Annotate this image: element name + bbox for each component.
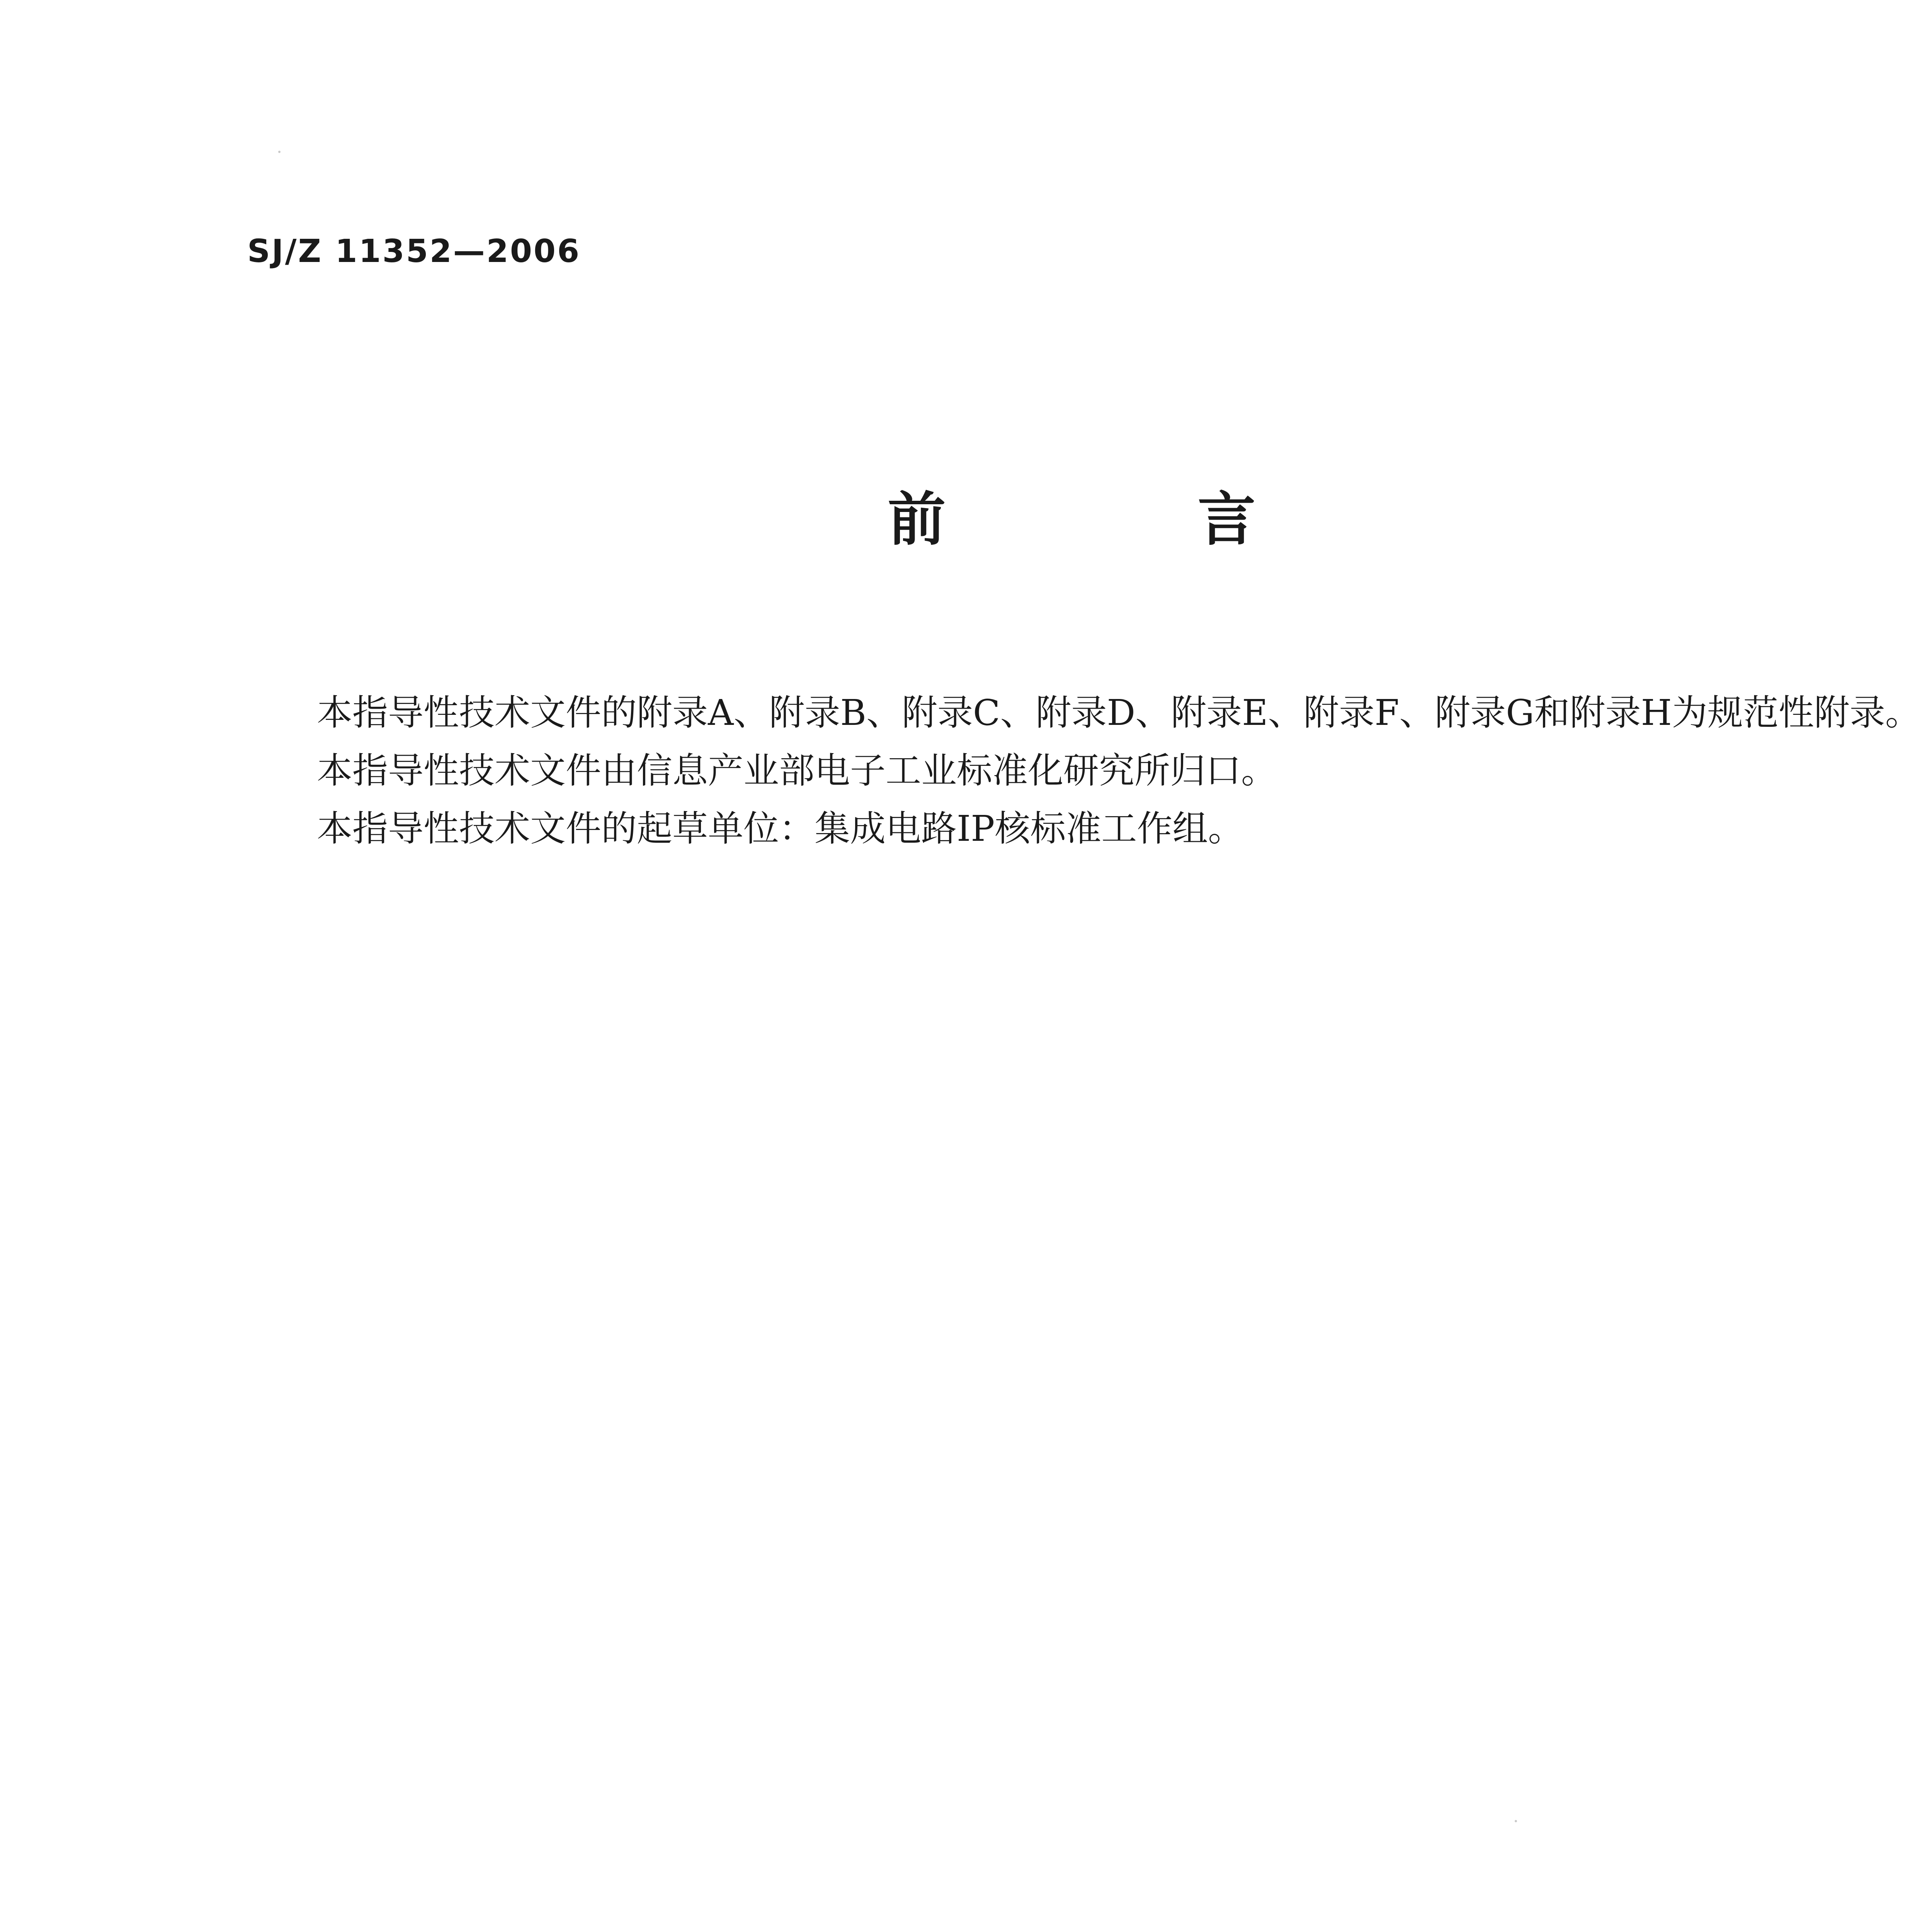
standard-number: SJ/Z 11352—2006 (247, 233, 581, 270)
page-title: 前 言 (888, 486, 1372, 553)
scan-speck (278, 151, 281, 153)
foreword-body (220, 684, 1932, 858)
paragraph-drafting-unit: 本指导性技术文件的起草单位：集成电路IP核标准工作组。 (317, 808, 1244, 849)
paragraph-responsible-body: 本指导性技术文件由信息产业部电子工业标准化研究所归口。 (317, 750, 1277, 791)
paragraph-annexes: 本指导性技术文件的附录A、附录B、附录C、附录D、附录E、附录F、附录G和附录H为规范性附录。 (317, 692, 1921, 733)
scan-speck (1515, 1820, 1517, 1822)
